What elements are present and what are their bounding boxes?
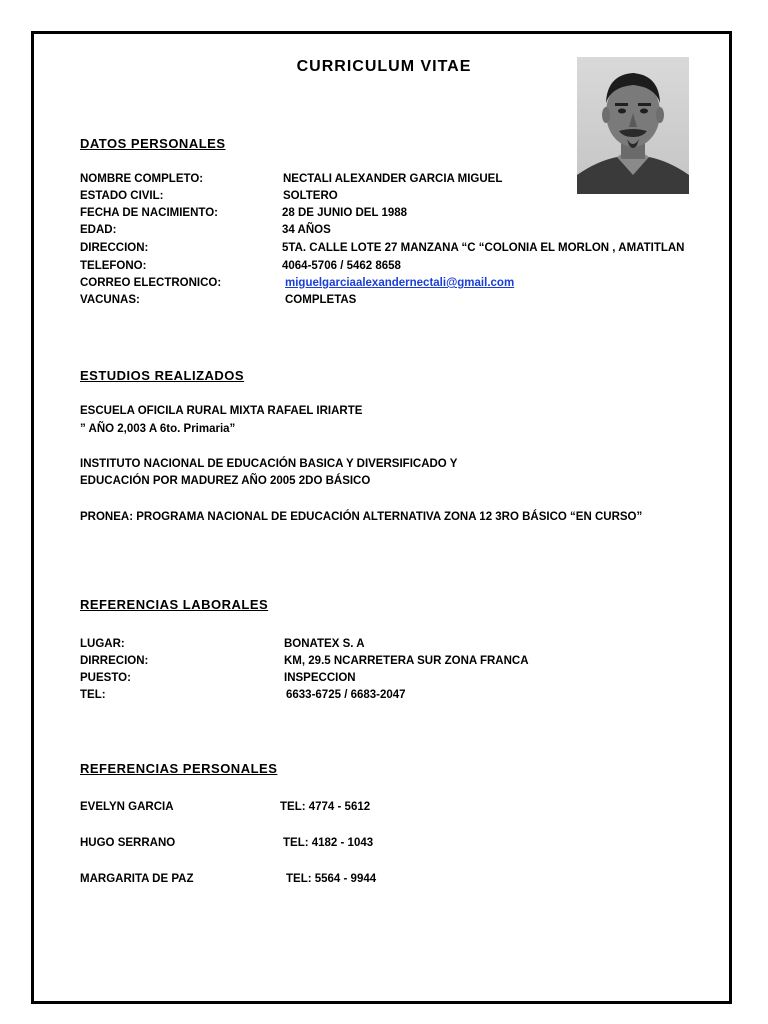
field-label: LUGAR: xyxy=(80,638,125,650)
ref-name: EVELYN GARCIA xyxy=(80,801,174,813)
field-value: NECTALI ALEXANDER GARCIA MIGUEL xyxy=(283,173,503,185)
field-label: TEL: xyxy=(80,689,106,701)
field-value: KM, 29.5 NCARRETERA SUR ZONA FRANCA xyxy=(284,655,529,667)
ref-tel: TEL: 4774 - 5612 xyxy=(280,801,371,813)
field-label: TELEFONO: xyxy=(80,260,147,272)
field-value: 34 AÑOS xyxy=(282,224,331,236)
field-label: PUESTO: xyxy=(80,672,131,684)
field-value: 28 DE JUNIO DEL 1988 xyxy=(282,207,408,219)
field-label: CORREO ELECTRONICO: xyxy=(80,277,222,289)
field-label: DIRECCION: xyxy=(80,242,149,254)
field-value: COMPLETAS xyxy=(285,294,357,306)
study-line: ” AÑO 2,003 A 6to. Primaria” xyxy=(80,423,236,435)
field-label: NOMBRE COMPLETO: xyxy=(80,173,204,185)
field-label: ESTADO CIVIL: xyxy=(80,190,164,202)
field-value: SOLTERO xyxy=(283,190,338,202)
ref-name: MARGARITA DE PAZ xyxy=(80,873,194,885)
study-line: INSTITUTO NACIONAL DE EDUCACIÓN BASICA Y DIVERSIFICADO Y xyxy=(80,458,458,470)
ref-name: HUGO SERRANO xyxy=(80,837,176,849)
section-heading-estudios: ESTUDIOS REALIZADOS xyxy=(80,368,245,383)
study-line: ESCUELA OFICILA RURAL MIXTA RAFAEL IRIARTE xyxy=(80,405,363,417)
document-title: CURRICULUM VITAE xyxy=(296,58,472,75)
field-label: VACUNAS: xyxy=(80,294,140,306)
field-value: 4064-5706 / 5462 8658 xyxy=(282,260,401,272)
section-heading-datos-personales: DATOS PERSONALES xyxy=(80,136,226,151)
field-label: FECHA DE NACIMIENTO: xyxy=(80,207,218,219)
field-value: INSPECCION xyxy=(284,672,356,684)
field-value: 6633-6725 / 6683-2047 xyxy=(286,689,406,701)
portrait-icon xyxy=(577,57,689,194)
field-value: 5TA. CALLE LOTE 27 MANZANA “C “COLONIA EL MORLON , AMATITLAN xyxy=(282,242,685,254)
ref-tel: TEL: 5564 - 9944 xyxy=(286,873,377,885)
section-heading-referencias-laborales: REFERENCIAS LABORALES xyxy=(80,597,269,612)
section-heading-referencias-personales: REFERENCIAS PERSONALES xyxy=(80,761,278,776)
portrait-photo xyxy=(577,57,689,194)
field-value: BONATEX S. A xyxy=(284,638,365,650)
field-label: EDAD: xyxy=(80,224,117,236)
ref-tel: TEL: 4182 - 1043 xyxy=(283,837,374,849)
field-label: DIRRECION: xyxy=(80,655,149,667)
email-link[interactable]: miguelgarciaalexandernectali@gmail.com xyxy=(285,277,515,289)
study-line: PRONEA: PROGRAMA NACIONAL DE EDUCACIÓN ALTERNATIVA ZONA 12 3RO BÁSICO “EN CURSO” xyxy=(80,511,643,523)
study-line: EDUCACIÓN POR MADUREZ AÑO 2005 2DO BÁSICO xyxy=(80,475,371,487)
